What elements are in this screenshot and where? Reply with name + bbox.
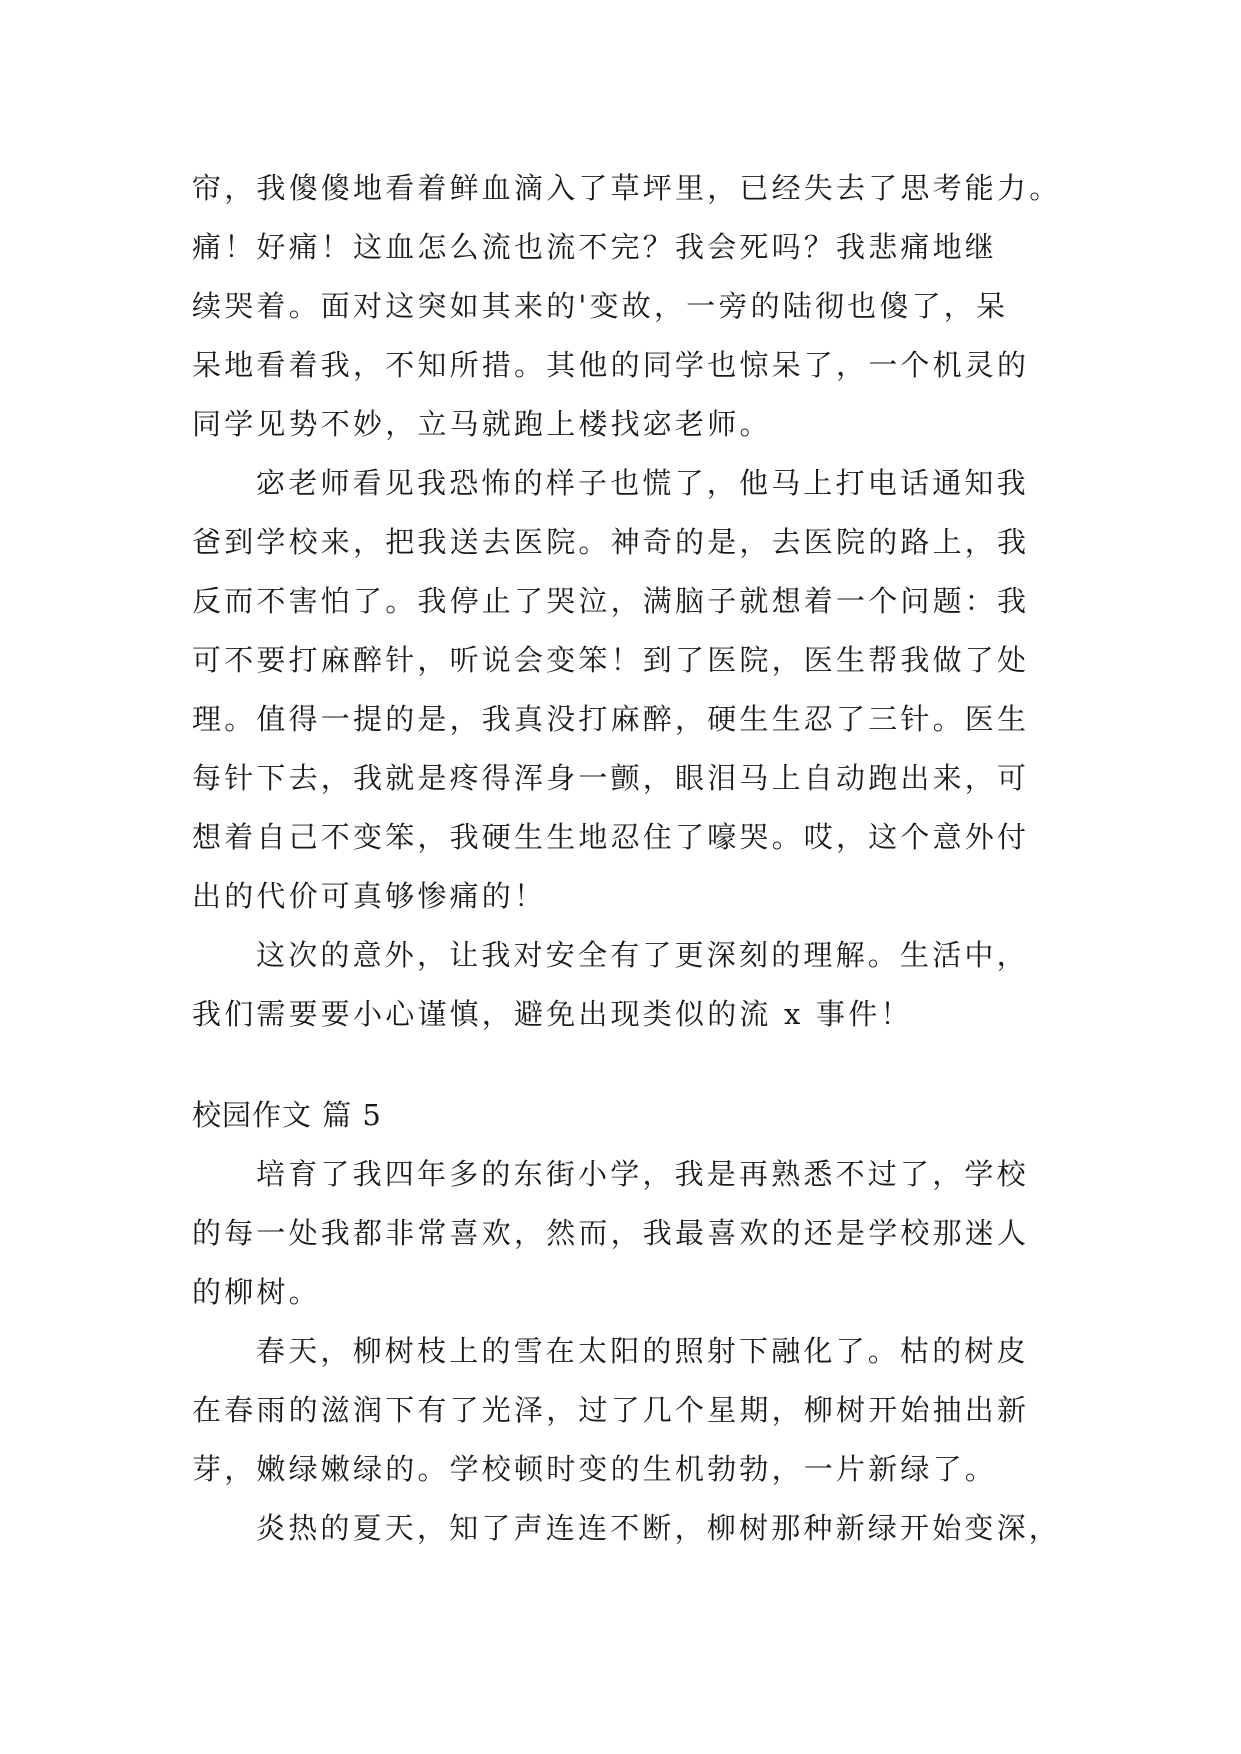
text-line: 想着自己不变笨，我硬生生地忍住了嚎哭。哎，这个意外付 (192, 820, 1030, 854)
text-line: 可不要打麻醉针，听说会变笨！到了医院，医生帮我做了处 (192, 643, 1030, 677)
text-line: 帘，我傻傻地看着鲜血滴入了草坪里，已经失去了思考能力。 (192, 171, 1062, 205)
text-line: 我们需要要小心谨慎，避免出现类似的流 x 事件！ (192, 997, 913, 1031)
paragraph-start-line: 这次的意外，让我对安全有了更深刻的理解。生活中， (256, 938, 1029, 972)
text-line: 理。值得一提的是，我真没打麻醉，硬生生忍了三针。医生 (192, 702, 1030, 736)
paragraph-start-line: 培育了我四年多的东街小学，我是再熟悉不过了，学校 (256, 1157, 1029, 1191)
text-line: 呆地看着我，不知所措。其他的同学也惊呆了，一个机灵的 (192, 348, 1030, 382)
section-heading: 校园作文 篇 5 (192, 1098, 382, 1132)
text-line: 同学见势不妙，立马就跑上楼找宓老师。 (192, 407, 772, 441)
text-line: 爸到学校来，把我送去医院。神奇的是，去医院的路上，我 (192, 525, 1030, 559)
text-line: 续哭着。面对这突如其来的'变故，一旁的陆彻也傻了，呆 (192, 289, 1009, 323)
text-line: 在春雨的滋润下有了光泽，过了几个星期，柳树开始抽出新 (192, 1393, 1030, 1427)
text-line: 的每一处我都非常喜欢，然而，我最喜欢的还是学校那迷人 (192, 1216, 1030, 1250)
text-line: 痛！好痛！这血怎么流也流不完？我会死吗？我悲痛地继 (192, 230, 998, 264)
text-line: 反而不害怕了。我停止了哭泣，满脑子就想着一个问题：我 (192, 584, 1030, 618)
paragraph-start-line: 炎热的夏天，知了声连连不断，柳树那种新绿开始变深， (256, 1511, 1062, 1545)
text-line: 出的代价可真够惨痛的！ (192, 879, 547, 913)
paragraph-start-line: 宓老师看见我恐怖的样子也慌了，他马上打电话通知我 (256, 466, 1029, 500)
text-line: 芽，嫩绿嫩绿的。学校顿时变的生机勃勃，一片新绿了。 (192, 1452, 998, 1486)
text-line: 每针下去，我就是疼得浑身一颤，眼泪马上自动跑出来，可 (192, 761, 1030, 795)
text-line: 的柳树。 (192, 1275, 321, 1309)
paragraph-start-line: 春天，柳树枝上的雪在太阳的照射下融化了。枯的树皮 (256, 1334, 1029, 1368)
